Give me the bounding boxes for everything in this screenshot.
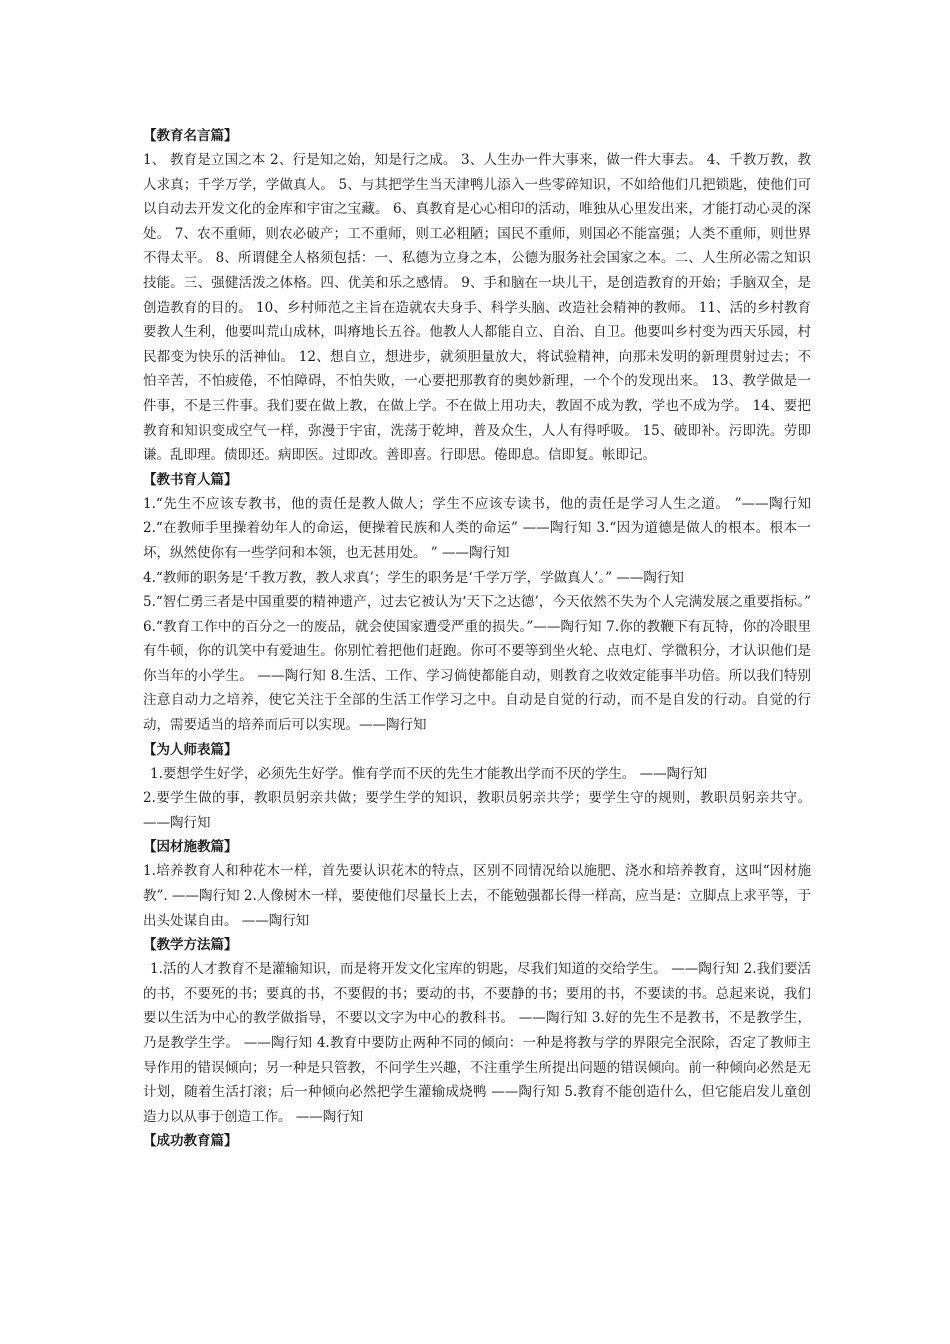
section-paragraph: 1.“先生不应该专教书，他的责任是教人做人；学生不应该专读书，他的责任是学习人生之道。 ”——陶行知 2.“在教师手里操着幼年人的命运，便操着民族和人类的命运” ——陶行知 3.“因为道德是做人的根本。根本一坏，纵然使你有一些学问和本领，也无甚用处。 ” ——陶行知 xyxy=(143,495,811,561)
section-paragraph: 1.要想学生好学，必须先生好学。惟有学而不厌的先生才能教出学而不厌的学生。 ——陶行知 xyxy=(150,765,708,782)
section-heading: 【教育名言篇】 xyxy=(143,128,238,144)
section-paragraph: 5.“智仁勇三者是中国重要的精神遗产，过去它被认为‘天下之达德’，今天依然不失为个人完满发展之重要指标。” 6.“教育工作中的百分之一的废品，就会使国家遭受严重的损失。”——陶行知 7.你的教鞭下有瓦特，你的冷眼里有牛顿，你的讥笑中有爱迪生。你别忙着把他们赶跑。你可不要等到坐火轮、点电灯、学微积分，才认识他们是你当年的小学生。 ——陶行知 8.生活、工作、学习倘使都能自动，则教育之收效定能事半功倍。所以我们特别注意自动力之培养，使它关注于全部的生活工作学习之中。自动是自觉的行动，而不是自发的行动。自觉的行动，需要适当的培养而后可以实现。——陶行知 xyxy=(143,594,811,734)
section-heading: 【为人师表篇】 xyxy=(143,741,238,758)
section-heading: 【教学方法篇】 xyxy=(143,937,238,954)
section-paragraph: 1、 教育是立国之本 2、行是知之始，知是行之成。 3、人生办一件大事来，做一件大事去。 4、千教万教，教人求真；千学万学，学做真人。 5、与其把学生当天津鸭儿添入一些零碎知识，不如给他们几把锁匙，使他们可以自动去开发文化的金库和宇宙之宝藏。 6、真教育是心心相印的活动，唯独从心里发出来，才能打动心灵的深处。 7、农不重师，则农必破产；工不重师，则工必粗陋；国民不重师，则国必不能富强；人类不重师，则世界不得太平。 8、所谓健全人格须包括：一、私德为立身之本，公德为服务社会国家之本。二、人生所必需之知识技能。三、强健活泼之体格。四、优美和乐之感情。 9、手和脑在一块儿干，是创造教育的开始；手脑双全，是创造教育的目的。 10、乡村师范之主旨在造就农夫身手、科学头脑、改造社会精神的教师。 11、活的乡村教育要教人生利，他要叫荒山成林，叫瘠地长五谷。他教人人都能自立、自治、自卫。他要叫乡村变为西天乐园，村民都变为快乐的活神仙。 12、想自立，想进步，就须胆量放大，将试验精神，向那未发明的新理贯射过去；不怕辛苦，不怕疲倦，不怕障碍，不怕失败，一心要把那教育的奥妙新理，一个个的发现出来。 13、教学做是一件事，不是三件事。我们要在做上教，在做上学。不在做上用功夫，教固不成为教，学也不成为学。 14、要把教育和知识变成空气一样，弥漫于宇宙，洗荡于乾坤，普及众生，人人有得呼吸。 15、破即补。污即洗。劳即谦。乱即理。债即还。病即医。过即改。善即喜。行即思。倦即息。信即复。帐即记。 xyxy=(143,152,812,464)
section-role-model xyxy=(143,738,811,836)
section-paragraph: 4.“教师的职务是‘千教万教，教人求真’；学生的职务是‘千学万学，学做真人’。” ——陶行知 xyxy=(143,569,684,586)
section-teaching-people xyxy=(143,468,811,738)
section-successful-education xyxy=(143,1129,811,1153)
section-heading: 【成功教育篇】 xyxy=(143,1133,238,1150)
section-paragraph: 1.活的人才教育不是灌输知识，而是将开发文化宝库的钥匙，尽我们知道的交给学生。 ——陶行知 2.我们要活的书，不要死的书；要真的书，不要假的书；要动的书，不要静的书；要用的书，不要读的书。总起来说，我们要以生活为中心的教学做指导，不要以文字为中心的教科书。 ——陶行知 3.好的先生不是教书，不是教学生，乃是教学生学。 ——陶行知 4.教育中要防止两种不同的倾向：一种是将教与学的界限完全泯除，否定了教师主导作用的错误倾向；另一种是只管教，不问学生兴趣，不注重学生所提出问题的错误倾向。前一种倾向必然是无计划，随着生活打滚；后一种倾向必然把学生灌输成烧鸭 ——陶行知 5.教育不能创造什么，但它能启发儿童创造力以从事于创造工作。 ——陶行知 xyxy=(143,961,811,1125)
section-teaching-methods xyxy=(143,933,811,1129)
section-heading: 【教书育人篇】 xyxy=(143,471,238,488)
section-heading: 【因材施教篇】 xyxy=(143,839,238,856)
section-paragraph: 2.要学生做的事，教职员躬亲共做；要学生学的知识，教职员躬亲共学；要学生守的规则，教职员躬亲共守。——陶行知 xyxy=(143,790,811,831)
document-page xyxy=(143,124,811,1153)
section-paragraph: 1.培养教育人和种花木一样，首先要认识花木的特点，区别不同情况给以施肥、浇水和培养教育，这叫“因材施教”. ——陶行知 2.人像树木一样，要使他们尽量长上去，不能勉强都长得一样高，应当是：立脚点上求平等，于出头处谋自由。 ——陶行知 xyxy=(143,863,811,929)
section-individualized-teaching xyxy=(143,835,811,933)
section-education-quotes xyxy=(143,124,811,468)
